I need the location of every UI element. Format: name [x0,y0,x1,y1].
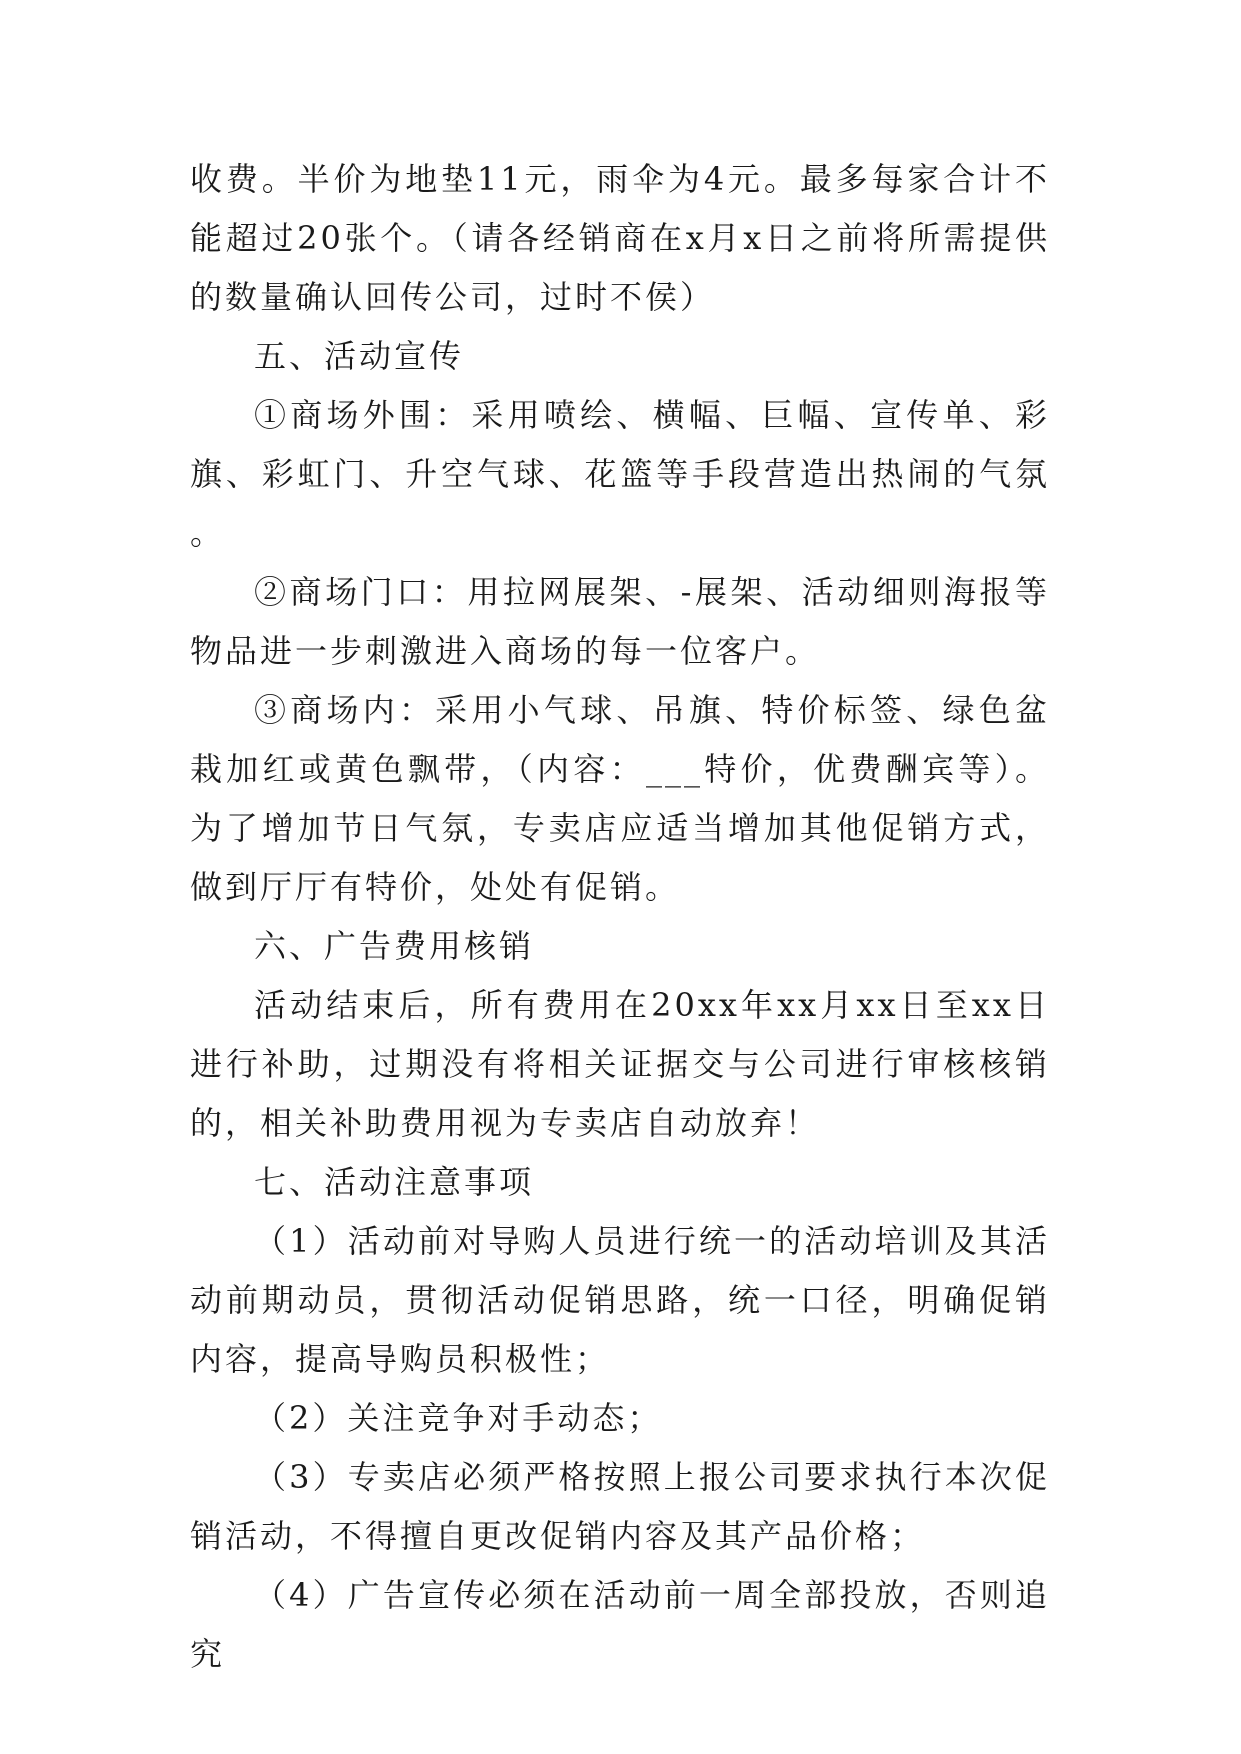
section-heading-ad-expense: 六、广告费用核销 [254,927,535,965]
list-item-note-3: （3）专卖店必须严格按照上报公司要求执行本次促销活动，不得擅自更改促销内容及其产品价格； [190,1458,1050,1555]
paragraph-mall-entrance: ②商场门口：用拉网展架、-展架、活动细则海报等物品进一步刺激进入商场的每一位客户。 [190,573,1050,670]
paragraph-mall-interior: ③商场内：采用小气球、吊旗、特价标签、绿色盆栽加红或黄色飘带，（内容：___特价，优费酬宾等）。为了增加节日气氛，专卖店应适当增加其他促销方式，做到厅厅有特价，处处有促销。 [190,691,1050,906]
paragraph-expense-settlement: 活动结束后，所有费用在20xx年xx月xx日至xx日进行补助，过期没有将相关证据交与公司进行审核核销的，相关补助费用视为专卖店自动放弃！ [190,986,1050,1142]
document-body [190,150,1050,1684]
list-item-note-1: （1）活动前对导购人员进行统一的活动培训及其活动前期动员，贯彻活动促销思路，统一口径，明确促销内容，提高导购员积极性； [190,1222,1050,1378]
list-item-note-4: （4）广告宣传必须在活动前一周全部投放，否则追究 [190,1576,1050,1673]
list-item-note-2: （2）关注竞争对手动态； [254,1399,663,1437]
section-heading-promotion: 五、活动宣传 [254,337,465,375]
paragraph-fee-note: 收费。半价为地垫11元，雨伞为4元。最多每家合计不能超过20张个。（请各经销商在x月x日之前将所需提供的数量确认回传公司，过时不侯） [190,160,1050,316]
section-heading-notes: 七、活动注意事项 [254,1163,535,1201]
paragraph-mall-exterior: ①商场外围：采用喷绘、横幅、巨幅、宣传单、彩旗、彩虹门、升空气球、花篮等手段营造出热闹的气氛。 [190,396,1050,552]
